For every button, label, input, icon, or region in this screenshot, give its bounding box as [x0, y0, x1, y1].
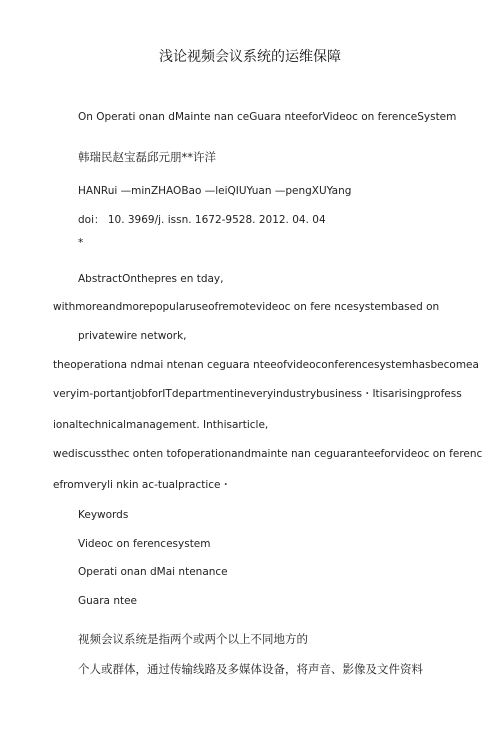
abstract-line: veryim-portantjobforITdepartmentineveryindustrybusiness・Itisarisingprofess	[53, 388, 462, 400]
keyword-item: Guara ntee	[78, 595, 138, 607]
abstract-line: ionaltechnicalmanagement. Inthisarticle,	[53, 419, 269, 431]
keyword-item: Videoc on ferencesystem	[78, 538, 211, 550]
abstract-line: theoperationa ndmai ntenan ceguara nteeofvideoconferencesystemhasbecomea	[53, 359, 479, 371]
keyword-item: Operati onan dMai ntenance	[78, 566, 228, 578]
footnote-asterisk: *	[78, 237, 84, 249]
doi: doi： 10. 3969/j. issn. 1672-9528. 2012. 04. 04	[78, 214, 326, 226]
body-line: 个人或群体，通过传输线路及多媒体设备，将声音、影像及文件资料	[78, 662, 423, 676]
abstract-line: efromveryli nkin ac-tualpractice・	[53, 479, 231, 491]
document-title: 浅论视频会议系统的运维保障	[159, 49, 341, 65]
authors-chinese: 韩瑞民赵宝磊邱元朋**许洋	[78, 150, 216, 164]
english-title: On Operati onan dMainte nan ceGuara nteeforVideoc on ferenceSystem	[78, 111, 457, 123]
body-line: 视频会议系统是指两个或两个以上不同地方的	[78, 632, 308, 646]
abstract-line: privatewire network,	[78, 330, 187, 342]
abstract-line: withmoreandmorepopularuseofremotevideoc on fere ncesystembased on	[53, 301, 440, 313]
abstract-line: wediscussthec onten tofoperationandmainte nan ceguaranteeforvideoc on ferenc	[53, 448, 483, 460]
authors-english: HANRui —minZHAOBao —leiQIUYuan —pengXUYang	[78, 185, 352, 197]
abstract-line: AbstractOnthepres en tday,	[78, 273, 224, 285]
keywords-label: Keywords	[78, 509, 129, 521]
